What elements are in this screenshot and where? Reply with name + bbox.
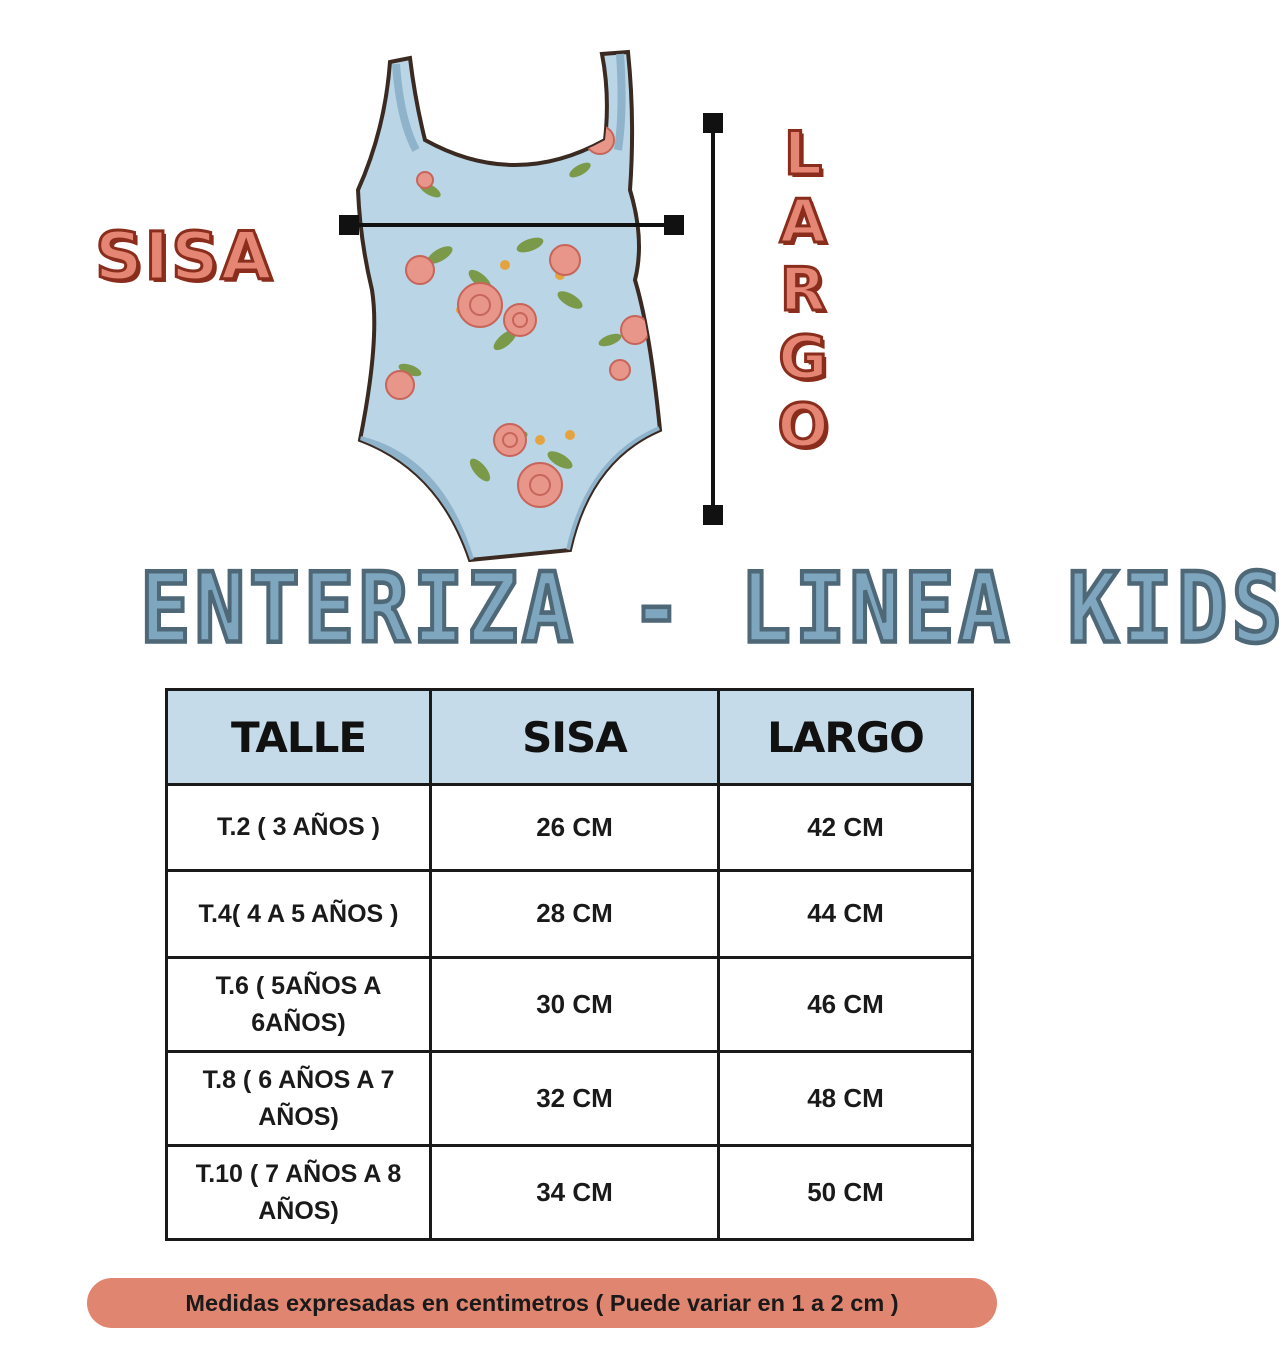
floral-swimsuit-icon bbox=[330, 40, 700, 570]
table-row bbox=[167, 958, 973, 1052]
talle-line: T.6 ( 5AÑOS A bbox=[215, 972, 382, 1001]
size-table bbox=[165, 688, 974, 1241]
talle-line: AÑOS) bbox=[258, 1102, 339, 1131]
table-row bbox=[167, 871, 973, 958]
sisa-cell: 28 CM bbox=[431, 871, 719, 958]
largo-cell: 42 CM bbox=[719, 785, 973, 871]
sisa-cell: 34 CM bbox=[431, 1146, 719, 1240]
talle-cell bbox=[167, 1146, 431, 1240]
largo-letter: G bbox=[778, 323, 828, 393]
page-title: ENTERIZA - LINEA KIDS bbox=[140, 552, 1286, 665]
header-talle: TALLE bbox=[167, 690, 431, 785]
largo-letter: L bbox=[783, 119, 823, 189]
table-header-row bbox=[167, 690, 973, 785]
table-row bbox=[167, 785, 973, 871]
talle-line: T.8 ( 6 AÑOS A 7 bbox=[202, 1066, 395, 1095]
largo-cell: 50 CM bbox=[719, 1146, 973, 1240]
largo-letter: A bbox=[779, 187, 827, 257]
illustration-area bbox=[0, 0, 1080, 570]
table-row bbox=[167, 1146, 973, 1240]
largo-letter: R bbox=[779, 255, 827, 325]
talle-cell bbox=[167, 785, 431, 871]
sisa-cell: 32 CM bbox=[431, 1052, 719, 1146]
measurement-note: Medidas expresadas en centimetros ( Puede variar en 1 a 2 cm ) bbox=[87, 1278, 997, 1328]
header-sisa: SISA bbox=[431, 690, 719, 785]
sisa-cell: 26 CM bbox=[431, 785, 719, 871]
largo-letter: O bbox=[777, 391, 829, 461]
talle-cell bbox=[167, 871, 431, 958]
sisa-label: SISA bbox=[95, 218, 274, 295]
talle-cell bbox=[167, 1052, 431, 1146]
talle-line: AÑOS) bbox=[258, 1196, 339, 1225]
talle-line: T.2 ( 3 AÑOS ) bbox=[217, 813, 380, 842]
largo-measure-line bbox=[700, 110, 726, 530]
header-largo: LARGO bbox=[719, 690, 973, 785]
talle-line: T.4( 4 A 5 AÑOS ) bbox=[198, 899, 399, 928]
sisa-cell: 30 CM bbox=[431, 958, 719, 1052]
largo-cell: 44 CM bbox=[719, 871, 973, 958]
table-row bbox=[167, 1052, 973, 1146]
talle-line: 6AÑOS) bbox=[251, 1008, 346, 1037]
largo-label bbox=[768, 120, 838, 460]
talle-cell bbox=[167, 958, 431, 1052]
largo-cell: 48 CM bbox=[719, 1052, 973, 1146]
largo-cell: 46 CM bbox=[719, 958, 973, 1052]
talle-line: T.10 ( 7 AÑOS A 8 bbox=[195, 1160, 402, 1189]
